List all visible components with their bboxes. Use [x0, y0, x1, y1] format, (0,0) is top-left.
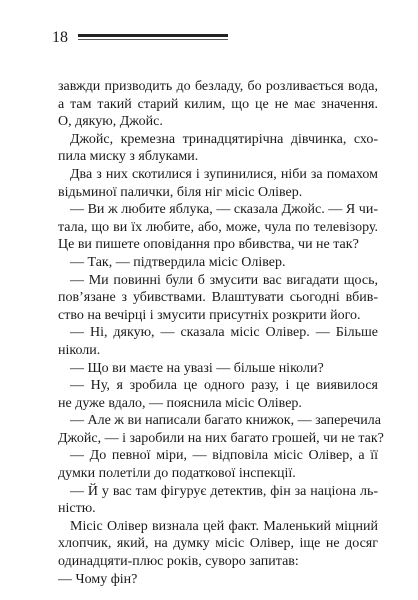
text-line: Джойс, кремезна тринадцятирічна дівчинка, схо- [70, 131, 378, 147]
text-line: відьминої палички, біля ніг місіс Олівер. [58, 184, 303, 200]
text-line: — Що ви маєте на увазі — більше ніколи? [70, 360, 324, 376]
text-line: — Ні, дякую, — сказала місіс Олівер. — Більше [70, 325, 378, 341]
text-line: — Так, — підтвердила місіс Олівер. [70, 254, 286, 270]
text-line: ство на вечірці і змусити присутніх розкрити його. [58, 307, 361, 323]
text-line: — Але ж ви написали багато книжок, — заперечила [70, 413, 381, 429]
text-line: — Й у вас там фігурує детектив, фін за націона ль- [70, 483, 378, 499]
text-line: — Ми повинні були б змусити вас вигадати щось, [70, 272, 378, 288]
text-line: завжди призводить до безладу, бо розливається вода, [58, 79, 378, 94]
text-line: ніколи. [58, 342, 101, 358]
text-line: — Ви ж любите яблука, — сказала Джойс. — Я чи- [70, 202, 378, 218]
text-line: думки полетіли до податкової інспекції. [58, 466, 296, 482]
header-rule-thick [78, 34, 228, 37]
text-line: О, дякую, Джойс. [58, 114, 163, 130]
text-line: Це ви пишете оповідання про вбивства, чи не так? [58, 237, 359, 253]
text-line: Джойс, — і заробили на них багато грошей, чи не так? [58, 430, 384, 446]
text-line: ністю. [58, 501, 96, 517]
text-line: а там такий старий килим, що це не має значення. [58, 96, 378, 112]
text-line: пила миску з яблуками. [58, 149, 199, 165]
text-line: одинадцяти-плюс років, суворо запитав: [58, 554, 299, 570]
header-rule-thin [78, 39, 228, 40]
text-line: не дуже вдало, — пояснила місіс Олівер. [58, 395, 302, 411]
text-line: хлопчик, який, на думку місіс Олівер, іще не досяг [58, 536, 378, 552]
text-line: Два з них скотилися і зупинилися, ніби за помахом [70, 166, 378, 182]
text-line: пов’язане з убивствами. Влаштувати сьогодні вбив- [58, 290, 378, 306]
text-line: — Ну, я зробила це одного разу, і це виявилося [70, 378, 378, 394]
text-line: — Чому фін? [58, 571, 138, 587]
text-line: Місіс Олівер визнала цей факт. Маленький міцний [70, 518, 378, 534]
text-line: — До певної міри, — відповіла місіс Олівер, а її [70, 448, 378, 464]
header-rule [78, 34, 228, 40]
page-number: 18 [52, 29, 68, 46]
body-text [58, 78, 384, 588]
text-line: тала, що ви їх любите, або, може, чула по телевізору. [58, 219, 378, 235]
